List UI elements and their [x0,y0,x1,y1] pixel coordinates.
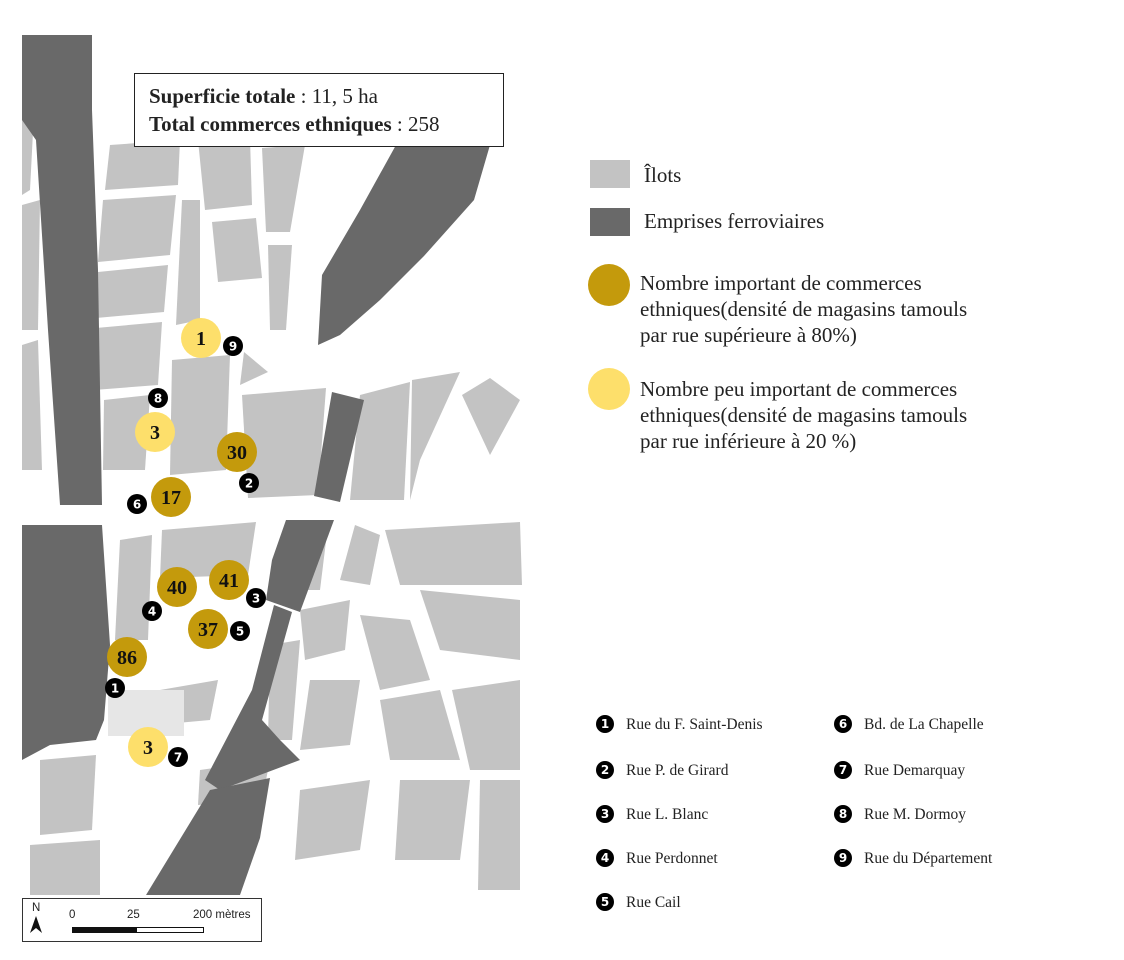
islot [385,522,522,585]
surface-label: Superficie totale [149,84,296,108]
legend-label-rail: Emprises ferroviaires [644,209,825,233]
legend-label-important [640,270,967,348]
street-badge-number: 3 [251,591,261,606]
street-badge-number: 8 [153,391,163,406]
street-name: Rue Cail [626,894,681,911]
scale-tick-200: 200 mètres [193,909,251,921]
scale-tick-0: 0 [69,909,76,921]
islot [94,322,162,390]
islot [478,780,520,890]
street-badge-number: 7 [173,750,183,765]
surface-value: : 11, 5 ha [295,84,379,108]
street-badge-number: 6 [132,497,142,512]
street-number-badge: 6 [834,715,852,733]
islot [115,535,152,640]
islot [212,218,262,282]
street-badge-number: 1 [110,681,120,696]
street-name: Rue P. de Girard [626,762,729,779]
street-name: Rue du Département [864,850,993,867]
street-number-badge: 4 [596,849,614,867]
legend-important-line: Nombre important de commerces [640,271,922,295]
north-label: N [32,902,41,914]
total-line [149,110,503,138]
street-badge-number: 2 [244,476,254,491]
surface-line [149,82,503,110]
legend-swatch-islots [590,160,630,188]
islot [96,265,168,318]
islot [105,140,180,190]
street-badge-number: 9 [228,339,238,354]
legend-swatch-rail [590,208,630,236]
legend-important-line: ethniques(densité de magasins tamouls [640,297,968,321]
street-number-badge: 2 [596,761,614,779]
street-number-badge: 9 [834,849,852,867]
street-name: Rue M. Dormoy [864,806,967,823]
islot [40,755,96,835]
marker-value: 30 [227,442,247,464]
marker-value: 1 [196,328,206,350]
islot [22,200,40,330]
marker-value: 3 [150,422,160,444]
north-arrow-icon [29,916,43,934]
summary-box [134,73,504,147]
legend-important-line: par rue supérieure à 80%) [640,323,857,347]
legend-label-minor [640,376,967,454]
street-number-badge: 3 [596,805,614,823]
marker-value: 86 [117,647,137,669]
street-name: Rue du F. Saint-Denis [626,716,763,733]
islot [98,195,176,262]
marker-value: 17 [161,487,181,509]
street-badge-number: 5 [235,624,245,639]
total-value: : 258 [391,112,440,136]
street-number-badge: 1 [596,715,614,733]
street-number-badge: 7 [834,761,852,779]
islot [395,780,470,860]
islot [198,138,252,210]
legend-swatch-minor [588,368,630,410]
legend-minor-line: Nombre peu important de commerces [640,377,958,401]
scale-bar [22,898,262,942]
marker-value: 37 [198,619,218,641]
street-badge-number: 4 [147,604,157,619]
marker-value: 41 [219,570,239,592]
legend-swatch-important [588,264,630,306]
rail-strip-left-lower [22,525,110,760]
scale-tick-25: 25 [127,909,140,921]
street-name: Rue L. Blanc [626,806,709,823]
street-name: Rue Demarquay [864,762,966,779]
street-name: Rue Perdonnet [626,850,718,867]
scale-segment-empty [136,927,204,933]
street-name: Bd. de La Chapelle [864,716,984,733]
islot [30,840,100,895]
legend-label-islots: Îlots [644,163,682,187]
islot [295,780,370,860]
legend-minor-line: par rue inférieure à 20 %) [640,429,857,453]
total-label: Total commerces ethniques [149,112,392,136]
marker-value: 3 [143,737,153,759]
street-number-badge: 5 [596,893,614,911]
marker-value: 40 [167,577,187,599]
legend-minor-line: ethniques(densité de magasins tamouls [640,403,968,427]
street-number-badge: 8 [834,805,852,823]
scale-segment-filled [72,927,136,933]
